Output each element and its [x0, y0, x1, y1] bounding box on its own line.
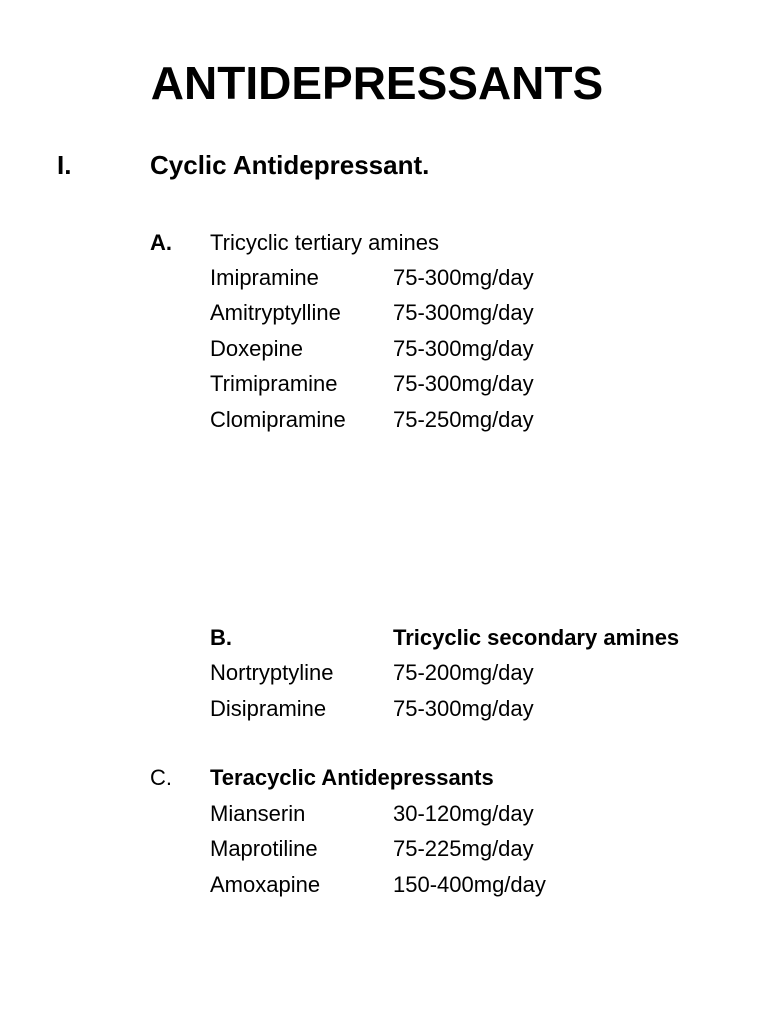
section-number: I.	[57, 150, 72, 180]
drug-name: Doxepine	[210, 336, 303, 361]
section-title: Cyclic Antidepressant.	[150, 150, 430, 180]
drug-name: Imipramine	[210, 265, 319, 290]
subsection-c-title: Teracyclic Antidepressants	[210, 765, 494, 790]
drug-name: Maprotiline	[210, 836, 318, 861]
drug-dose: 75-300mg/day	[393, 300, 534, 325]
subsection-c-letter: C.	[150, 765, 172, 790]
drug-dose: 75-200mg/day	[393, 660, 534, 685]
drug-name: Mianserin	[210, 801, 306, 826]
drug-dose: 75-300mg/day	[393, 696, 534, 721]
subsection-a-letter: A.	[150, 230, 172, 255]
drug-dose: 75-300mg/day	[393, 336, 534, 361]
subsection-b-title: Tricyclic secondary amines	[393, 625, 680, 650]
drug-dose: 75-225mg/day	[393, 836, 534, 861]
subsection-b-letter: B.	[210, 625, 232, 650]
drug-dose: 75-300mg/day	[393, 265, 534, 290]
subsection-a-title: Tricyclic tertiary amines	[210, 230, 439, 255]
drug-name: Amoxapine	[210, 872, 321, 897]
drug-name: Clomipramine	[210, 407, 346, 432]
drug-name: Amitryptylline	[210, 300, 341, 325]
drug-dose: 75-300mg/day	[393, 371, 534, 396]
drug-name: Nortryptyline	[210, 660, 334, 685]
drug-dose: 75-250mg/day	[393, 407, 534, 432]
drug-name: Disipramine	[210, 696, 327, 721]
page-title: ANTIDEPRESSANTS	[150, 57, 604, 109]
drug-dose: 150-400mg/day	[393, 872, 546, 897]
drug-name: Trimipramine	[210, 371, 338, 396]
drug-dose: 30-120mg/day	[393, 801, 534, 826]
